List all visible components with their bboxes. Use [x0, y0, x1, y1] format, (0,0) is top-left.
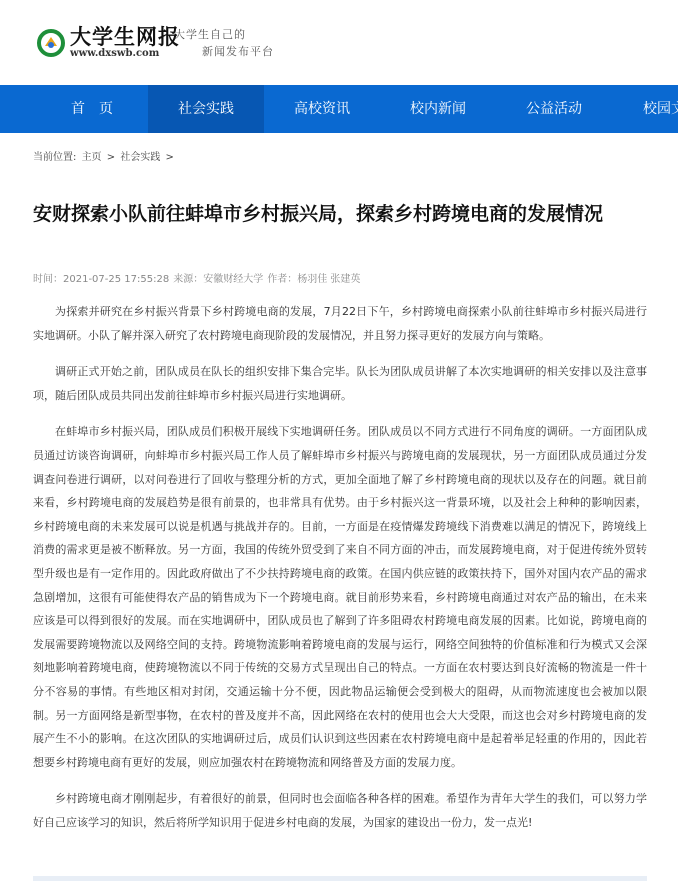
article-paragraph: 调研正式开始之前，团队成员在队长的组织安排下集合完毕。队长为团队成员讲解了本次实地调研的相关安排以及注意事项，随后团队成员共同出发前往蚌埠市乡村振兴局进行实地调研。 [33, 365, 647, 402]
logo-url: www.dxswb.com [70, 48, 160, 59]
logo-text: 大学生网报 [70, 24, 180, 49]
article-body [33, 300, 647, 847]
site-slogan [174, 26, 274, 60]
nav-item-campus-culture[interactable]: 校园文 [643, 101, 685, 117]
nav-item-social-practice[interactable]: 社会实践 [148, 85, 264, 133]
article-meta [33, 270, 364, 285]
site-header [0, 0, 678, 85]
nav-item-home[interactable]: 首 页 [71, 101, 113, 117]
breadcrumb-separator: > [106, 152, 116, 163]
breadcrumb [33, 148, 176, 163]
main-nav [0, 85, 685, 133]
article-title: 安财探索小队前往蚌埠市乡村振兴局，探索乡村跨境电商的发展情况 [33, 203, 604, 225]
article-paragraph: 在蚌埠市乡村振兴局，团队成员们积极开展线下实地调研任务。团队成员以不同方式进行不同角度的调研。一方面团队成员通过访谈咨询调研，向蚌埠市乡村振兴局工作人员了解蚌埠市乡村振兴与跨境电商的发展现状，另一方面团队成员通过分发调查问卷进行调研，以对问卷进行了回收与整理分析的方式，更加全面地了解了乡村跨境电商的现状以及存在的问题。就目前来看，乡村跨境电商的发展趋势是很有前景的，也非常具有优势。由于乡村振兴这一背景环境，以及社会上种种的影响因素，乡村跨境电商的未来发展可以说是机遇与挑战并存的。目前，一方面是在疫情爆发跨境线下消费难以满足的情况下，跨境线上消费的需求更是被不断释放。另一方面，我国的传统外贸受到了来自不同方面的冲击，而发展跨境电商，对于促进传统外贸转型升级也是有一定作用的。因此政府做出了不少扶持跨境电商的政策。在国内供应链的政策扶持下，国外对国内农产品的需求急剧增加，这很有可能使得农产品的销售成为下一个跨境电商。就目前形势来看，乡村跨境电商通过对农产品的输出，在未来应该是可以得到很好的发展。而在实地调研中，团队成员也了解到了许多阻碍农村跨境电商发展的因素。比如说，跨境电商的发展需要跨境物流以及网络空间的支持。跨境物流影响着跨境电商的发展与运行，网络空间独特的价值标准和行为模式又会深刻地影响着跨境电商，使跨境物流以不同于传统的交易方式呈现出自己的特点。一方面在农村要达到良好流畅的物流是一件十分不容易的事情。有些地区相对封闭，交通运输十分不便，因此物品运输便会受到极大的阻碍，从而物流速度也会被加以限制。另一方面网络是新型事物，在农村的普及度并不高，因此网络在农村的使用也会大大受限，而这也会对乡村跨境电商的发展产生不小的影响。在这次团队的实地调研过后，成员们认识到这些因素在农村跨境电商中是起着举足轻重的作用的，因此若想要乡村跨境电商有更好的发展，则应加强农村在跨境物流和网络普及方面的发展力度。 [33, 425, 647, 769]
site-logo[interactable] [36, 26, 180, 60]
breadcrumb-section-link[interactable]: 社会实践 [120, 152, 161, 163]
nav-item-charity[interactable]: 公益活动 [526, 101, 582, 117]
breadcrumb-separator: > [165, 152, 174, 163]
slogan-line-1: 大学生自己的 [174, 28, 246, 41]
breadcrumb-home-link[interactable]: 主页 [81, 152, 102, 163]
nav-item-campus-info[interactable]: 高校资讯 [294, 101, 350, 117]
article-time: 时间：2021-07-25 17:55:28 [33, 274, 170, 285]
logo-emblem-icon [36, 28, 66, 58]
article-footer-divider [33, 876, 647, 881]
slogan-line-2: 新闻发布平台 [202, 45, 274, 58]
article-author: 作者：杨羽佳 张建英 [267, 274, 361, 285]
article-paragraph: 乡村跨境电商才刚刚起步，有着很好的前景，但同时也会面临各种各样的困难。希望作为青年大学生的我们，可以努力学好自己应该学习的知识，然后将所学知识用于促进乡村电商的发展，为国家的建设出一份力，发一点光! [33, 792, 647, 829]
article-source: 来源：安徽财经大学 [173, 274, 264, 285]
breadcrumb-prefix: 当前位置: [33, 152, 77, 163]
article-paragraph: 为探索并研究在乡村振兴背景下乡村跨境电商的发展，7月22日下午，乡村跨境电商探索小队前往蚌埠市乡村振兴局进行实地调研。小队了解并深入研究了农村跨境电商现阶段的发展情况，并且努力探寻更好的发展方向与策略。 [33, 305, 647, 342]
nav-item-school-news[interactable]: 校内新闻 [410, 101, 466, 117]
